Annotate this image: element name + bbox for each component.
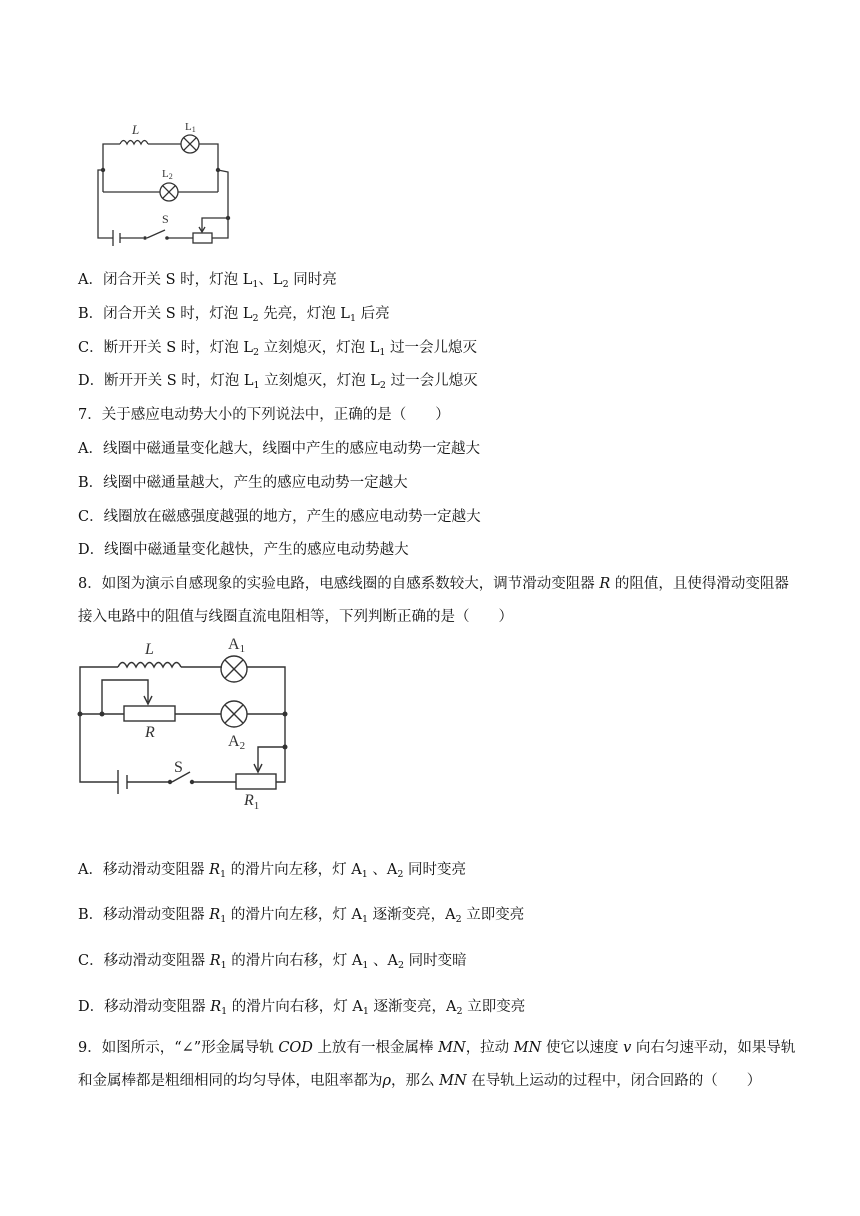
fig2-label-A2: A2	[228, 733, 246, 752]
q7-stem: 7．关于感应电动势大小的下列说法中，正确的是（ ）	[78, 407, 450, 423]
fig1-label-S: S	[162, 212, 169, 226]
fig2-label-L: L	[145, 641, 154, 658]
q8-option-c: C．移动滑动变阻器 $R_1$ 的滑片向右移，灯 $A_1$ 、$A_2$ 同时变暗	[78, 953, 467, 971]
q7-option-b: B．线圈中磁通量越大，产生的感应电动势一定越大	[78, 475, 408, 491]
circuit-diagram-2	[72, 632, 292, 812]
q8-option-b: B．移动滑动变阻器 $R_1$ 的滑片向左移，灯 $A_1$ 逐渐变亮，$A_2$ 立即变亮	[78, 907, 525, 925]
fig2-label-S: S	[174, 759, 183, 776]
fig2-label-R: R	[145, 724, 155, 741]
q8-option-a: A．移动滑动变阻器 $R_1$ 的滑片向左移，灯 $A_1$ 、$A_2$ 同时变亮	[78, 862, 467, 880]
fig2-label-A1: A1	[228, 636, 246, 655]
q7-option-c: C．线圈放在磁感强度越强的地方，产生的感应电动势一定越大	[78, 509, 481, 525]
fig1-label-L1: L1	[185, 121, 196, 134]
q7-option-d: D．线圈中磁通量变化越快，产生的感应电动势越大	[78, 542, 409, 558]
q8-option-d: D．移动滑动变阻器 $R_1$ 的滑片向右移，灯 $A_1$ 逐渐变亮，$A_2$ 立即变亮	[78, 999, 526, 1017]
circuit-diagram-1	[90, 112, 240, 247]
q9-stem: 9．如图所示，“∠”形金属导轨 COD 上放有一根金属棒 MN，拉动 MN 使它以速度 v 向右匀速平动，如果导轨和金属棒都是粗细相同的均匀导体，电阻率都为ρ，那么 MN 在导轨上运动的过程中，闭合回路的（ ）	[78, 1040, 796, 1089]
q7-option-a: A．线圈中磁通量变化越大，线圈中产生的感应电动势一定越大	[78, 441, 480, 457]
q8-stem: 8．如图为演示自感现象的实验电路，电感线圈的自感系数较大，调节滑动变阻器 R 的阻值，且使得滑动变阻器接入电路中的阻值与线圈直流电阻相等，下列判断正确的是（ ）	[78, 576, 789, 625]
fig2-label-R1: $R_1$	[244, 792, 260, 812]
fig1-label-L: L	[132, 122, 140, 137]
q6-option-a: A．闭合开关 S 时，灯泡 $L_1$、$L_2$ 同时亮	[78, 272, 337, 290]
q6-option-c: C．断开开关 S 时，灯泡 $L_2$ 立刻熄灭，灯泡 $L_1$ 过一会儿熄灭	[78, 340, 478, 358]
q6-option-d: D．断开开关 S 时，灯泡 $L_1$ 立刻熄灭，灯泡 $L_2$ 过一会儿熄灭	[78, 373, 478, 391]
fig1-label-L2: L2	[162, 168, 173, 181]
q6-option-b: B．闭合开关 S 时，灯泡 $L_2$ 先亮，灯泡 $L_1$ 后亮	[78, 306, 390, 324]
